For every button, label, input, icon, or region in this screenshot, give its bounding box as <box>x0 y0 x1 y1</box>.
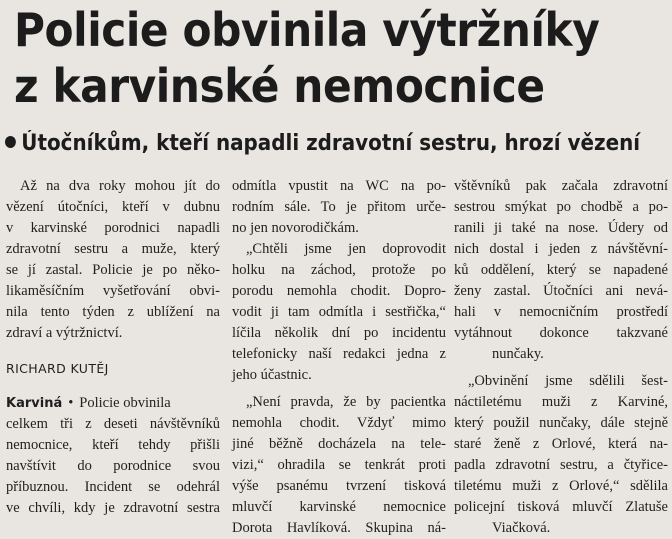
body-line: holku na záchod, protože po <box>232 262 446 278</box>
body-line: staré ženě z Orlové, která na- <box>454 436 668 452</box>
byline: RICHARD KUTĚJ <box>6 361 109 376</box>
body-line: který použil nunčaky, dále stejně <box>454 415 668 431</box>
article-column-2 <box>232 176 446 539</box>
subheadline <box>5 130 657 158</box>
body-line: Viačková. <box>492 520 551 536</box>
headline <box>14 2 612 114</box>
lead-line: nila tento týden z ublížení na <box>6 304 220 320</box>
body-line: jiné běžně docházela na tele- <box>232 436 446 452</box>
body-line: nich dostal i jeden z návštěvní- <box>454 241 668 257</box>
body-line: vštěvníků pak začala zdravotní <box>454 178 668 194</box>
body-line: „Obvinění jsme sdělili šest- <box>468 373 668 389</box>
body-line: výše psanému tvrzení tisková <box>232 478 446 494</box>
body-line: rodním sále. To je přitom urče- <box>232 199 446 215</box>
body-line: nunčaky. <box>492 346 544 362</box>
article-column-3 <box>454 176 668 539</box>
body-line: padla zdravotní sestru, a čtyřice- <box>454 457 668 473</box>
body-line: odmítla vpustit na WC na po- <box>232 178 446 194</box>
body-line: hali v nemocničním prostředí <box>454 304 668 320</box>
body-line: nemocnice, kteří tehdy přišli <box>6 437 220 453</box>
body-line: vizi,“ ohradila se tenkrát proti <box>232 457 446 473</box>
body-line: sestrou smýkat po chodbě a po- <box>454 199 668 215</box>
body-line: nemohla chodit. Vždyť mimo <box>232 415 446 431</box>
article-column-1 <box>6 176 220 519</box>
body-line: příbuznou. Incident se odehrál <box>6 479 220 495</box>
dateline-row <box>6 393 220 414</box>
body-line: celkem tři z deseti návštěvníků <box>6 416 220 432</box>
body-line: líčila několik dní po incidentu <box>232 325 446 341</box>
body-line: „Není pravda, že by pacientka <box>246 394 446 410</box>
lead-line: Až na dva roky mohou jít do <box>20 178 220 194</box>
subheadline-text: Útočníkům, kteří napadli zdravotní sestru, hrozí vězení <box>21 131 641 156</box>
body-line: telefonicky naší redakci jedna z <box>232 346 446 362</box>
dateline-separator: • <box>68 395 74 411</box>
body-line: ků oddělení, který se napadené <box>454 262 668 278</box>
lead-line: se jí zastal. Policie je po něko- <box>6 262 220 278</box>
bullet-icon <box>5 136 16 148</box>
body-line: vodit ji tam odmítla i sestřička,“ <box>232 304 446 320</box>
body-line: ranili ji také na nose. Údery od <box>454 220 668 236</box>
body-line: navštívit do porodnice svou <box>6 458 220 474</box>
body-line: ženy zastal. Útočníci ani nevá- <box>454 283 668 299</box>
body-line: tiletému muži z Orlové,“ sdělila <box>454 478 668 494</box>
body-line: policejní tisková mluvčí Zlatuše <box>454 499 668 515</box>
lead-line: zdraví a výtržnictví. <box>6 325 123 341</box>
body-line: Policie obvinila <box>79 395 171 411</box>
body-line: porodu nemohla chodit. Dopro- <box>232 283 446 299</box>
body-line: jeho účastnic. <box>232 367 312 383</box>
body-line: mluvčí karvinské nemocnice <box>232 499 446 515</box>
headline-line-2: z karvinské nemocnice <box>14 59 545 113</box>
headline-line-1: Policie obvinila výtržníky <box>14 3 600 57</box>
lead-line: zdravotní sestru a muže, který <box>6 241 220 257</box>
body-line: vytáhnout dokonce takzvané <box>454 325 668 341</box>
body-line: náctiletému muži z Karviné, <box>454 394 668 410</box>
lead-line: vězení útočníci, kteří v dubnu <box>6 199 220 215</box>
lead-line: v karvinské porodnici napadli <box>6 220 220 236</box>
body-line: „Chtěli jsme jen doprovodit <box>246 241 446 257</box>
dateline: Karviná <box>6 396 63 411</box>
lead-line: likaměsíčním vyšetřování obvi- <box>6 283 220 299</box>
body-line: no jen novorodičkám. <box>232 220 359 236</box>
body-line: ve chvíli, kdy je zdravotní sestra <box>6 500 220 516</box>
body-line: Dorota Havlíková. Skupina ná- <box>232 520 446 536</box>
